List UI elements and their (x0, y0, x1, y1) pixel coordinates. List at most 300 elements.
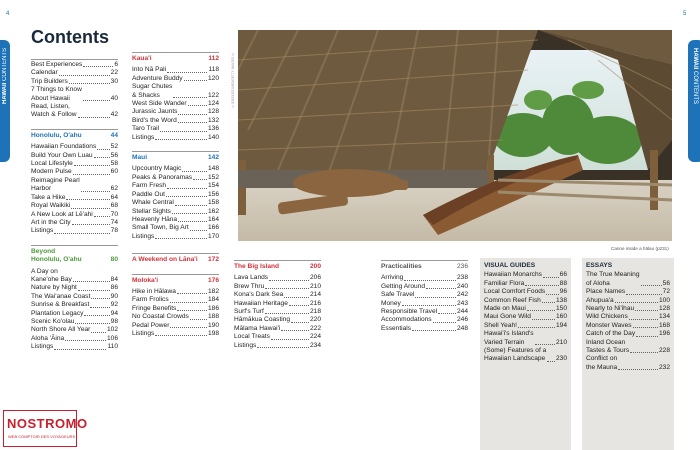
section-title: Honolulu, O'ahu (31, 131, 82, 139)
toc-entry[interactable] (484, 288, 567, 296)
toc-entry[interactable] (132, 313, 219, 321)
dot-leader (291, 322, 309, 323)
toc-entry[interactable] (586, 355, 670, 372)
entry-title: Hike in Hālawa (132, 287, 176, 295)
section-page: 142 (207, 154, 219, 162)
entry-page: 198 (207, 329, 219, 337)
toc-entry[interactable] (484, 347, 567, 364)
entry-title: Essentials (381, 324, 412, 332)
entry-page: 243 (456, 299, 468, 307)
entry-page: 62 (110, 185, 118, 193)
toc-oahu-list (31, 143, 118, 235)
dot-leader (284, 297, 309, 298)
entry-page: 140 (207, 133, 219, 141)
toc-entry[interactable] (381, 300, 468, 308)
toc-entry[interactable] (132, 117, 219, 125)
entry-title: Getting Around (381, 282, 425, 290)
toc-entry[interactable] (31, 202, 118, 210)
toc-entry[interactable] (586, 271, 670, 288)
entry-title: Build Your Own Luau (31, 151, 93, 159)
entry-page: 64 (110, 193, 118, 201)
section-page: 200 (309, 263, 321, 270)
entry-page: 58 (110, 160, 118, 168)
entry-title: A New Look at Lē'ahi (31, 210, 93, 218)
entry-page: 56 (110, 151, 118, 159)
side-tab-right[interactable] (688, 40, 700, 162)
toc-entry[interactable] (234, 316, 321, 324)
entry-title: Surf's Turf (234, 308, 264, 316)
entry-title: No Coastal Crowds (132, 313, 189, 321)
entry-title: Conflict on the Mauna (586, 355, 618, 371)
toc-entry[interactable] (31, 284, 118, 292)
section-title: Kaua'i (132, 55, 152, 62)
toc-entry[interactable] (234, 291, 321, 299)
toc-entry[interactable] (31, 194, 118, 202)
toc-entry[interactable] (132, 199, 219, 207)
dot-leader (167, 72, 207, 73)
toc-column-4 (381, 260, 468, 333)
toc-entry[interactable] (31, 103, 118, 120)
entry-page: 170 (207, 232, 219, 240)
entry-title: Nearly to Ni'ihau (586, 305, 635, 313)
logo-name: NOSTROMO (7, 416, 88, 431)
entry-title: Plantation Legacy (31, 309, 84, 317)
toc-entry[interactable] (234, 283, 321, 291)
entry-title: Hawaiian Foundations (31, 143, 97, 151)
panel-title: VISUAL GUIDES (484, 262, 536, 269)
entry-page: 228 (658, 347, 670, 355)
entry-page: 248 (456, 324, 468, 332)
dot-leader (547, 361, 555, 362)
entry-title: Responsible Travel (381, 308, 438, 316)
entry-page: 166 (207, 224, 219, 232)
dot-leader (190, 319, 207, 320)
toc-entry[interactable] (234, 333, 321, 341)
toc-entry[interactable] (31, 86, 118, 103)
toc-entry[interactable] (132, 100, 219, 108)
essays-panel (582, 258, 674, 450)
visual-guides-panel (480, 258, 571, 450)
entry-title: A Day on Kane'ohe Bay (31, 267, 72, 283)
entry-page: 218 (309, 308, 321, 316)
dot-leader (626, 294, 661, 295)
dot-leader (71, 208, 109, 209)
entry-title: Reimagine Pearl Harbor (31, 176, 80, 193)
entry-page: 232 (658, 363, 670, 371)
entry-title: Farm Fresh (132, 182, 167, 190)
toc-entry[interactable] (132, 75, 219, 83)
entry-title: Listings (132, 133, 155, 141)
entry-page: 190 (207, 321, 219, 329)
dot-leader (65, 340, 106, 341)
entry-title: Common Reef Fish (484, 296, 541, 304)
toc-entry[interactable] (234, 300, 321, 308)
toc-maui-list (132, 165, 219, 241)
dot-leader (59, 75, 110, 76)
entry-page: 148 (207, 165, 219, 173)
toc-entry[interactable] (234, 325, 321, 333)
entry-title: Peaks & Panoramas (132, 173, 193, 181)
entry-page: 56 (662, 279, 670, 287)
toc-entry[interactable] (586, 313, 670, 321)
entry-page: 120 (207, 74, 219, 82)
section-header-lanai[interactable] (132, 253, 219, 267)
entry-title: Local Comfort Foods (484, 288, 546, 296)
toc-entry[interactable] (484, 305, 567, 313)
entry-title: Best Experiences (31, 61, 83, 68)
entry-page: 196 (658, 330, 670, 338)
entry-page: 66 (559, 271, 567, 279)
dot-leader (518, 327, 555, 328)
toc-entry[interactable] (31, 301, 118, 309)
dot-leader (543, 277, 559, 278)
dot-leader (73, 174, 110, 175)
section-header-practicalities[interactable] (381, 260, 468, 274)
section-page: 112 (208, 55, 219, 62)
entry-page: 128 (658, 305, 670, 313)
dot-leader (78, 290, 110, 291)
toc-entry[interactable] (132, 216, 219, 224)
dot-leader (69, 83, 110, 84)
section-title: Maui (132, 154, 148, 162)
dot-leader (257, 347, 309, 348)
entry-title: (Some) Features of a Hawaiian Landscape (484, 347, 547, 363)
toc-entry[interactable] (31, 293, 118, 301)
entry-title: Arriving (381, 274, 404, 282)
toc-molokai-list (132, 288, 219, 338)
toc-entry[interactable] (484, 313, 567, 321)
dot-leader (75, 323, 109, 324)
entry-title: Kona's Dark Sea (234, 291, 284, 299)
toc-entry[interactable] (132, 134, 219, 142)
section-header-maui[interactable] (132, 151, 219, 165)
toc-entry[interactable] (31, 152, 118, 160)
toc-entry[interactable] (132, 233, 219, 241)
toc-column-3 (234, 260, 321, 350)
toc-entry[interactable] (381, 316, 468, 324)
entry-title: Sunrise & Breakfast (31, 301, 90, 309)
toc-entry[interactable] (234, 342, 321, 350)
dot-leader (433, 322, 456, 323)
entry-title: Taro Trail (132, 125, 160, 133)
side-tab-left[interactable] (0, 40, 10, 162)
entry-title: Modern Pulse (31, 168, 72, 176)
dot-leader (94, 157, 110, 158)
dot-leader (90, 307, 109, 308)
entry-title: Aloha 'Āina (31, 334, 65, 342)
toc-entry[interactable] (31, 310, 118, 318)
toc-entry[interactable] (484, 330, 567, 347)
entry-title: Trip Builders (31, 77, 68, 85)
dot-leader (78, 117, 110, 118)
toc-entry[interactable] (381, 308, 468, 316)
dot-leader (177, 310, 207, 311)
entry-title: Place Names (586, 288, 626, 296)
dot-leader (81, 191, 110, 192)
entry-title: Small Town, Big Art (132, 224, 189, 232)
entry-page: 102 (106, 326, 118, 334)
toc-entry[interactable] (132, 66, 219, 74)
dot-leader (155, 139, 207, 140)
section-title: The Big Island (234, 263, 280, 270)
dot-leader (72, 224, 110, 225)
tab-label-bold: HAWAII (692, 48, 698, 70)
toc-entry[interactable] (132, 83, 219, 100)
toc-entry[interactable] (586, 330, 670, 338)
dot-leader (271, 339, 309, 340)
toc-entry[interactable] (381, 283, 468, 291)
entry-title: 7 Things to Know About Hawaii (31, 86, 82, 102)
toc-entry[interactable] (586, 322, 670, 330)
dot-leader (184, 80, 207, 81)
entry-page: 216 (309, 299, 321, 307)
dot-leader (190, 230, 207, 231)
entry-page: 122 (207, 91, 219, 99)
entry-page: 210 (309, 282, 321, 290)
entry-title: Accommodations (381, 316, 432, 324)
dot-leader (415, 297, 456, 298)
entry-title: Paddle Out (132, 190, 165, 198)
entry-page: 72 (662, 288, 670, 296)
dot-leader (74, 165, 110, 166)
dot-leader (630, 352, 658, 353)
entry-page: 230 (555, 355, 567, 363)
dot-leader (178, 122, 207, 123)
dot-leader (289, 305, 309, 306)
dot-leader (618, 369, 658, 370)
toc-entry[interactable] (132, 191, 219, 199)
toc-entry[interactable] (586, 339, 670, 356)
dot-leader (635, 310, 658, 311)
section-title: Moloka'i (132, 276, 159, 284)
entry-page: 150 (555, 305, 567, 313)
toc-entry[interactable] (132, 108, 219, 116)
section-header-molokai[interactable] (132, 274, 219, 288)
dot-leader (166, 196, 207, 197)
toc-entry[interactable] (381, 274, 468, 282)
entry-title: Listings (31, 343, 54, 351)
entry-title: Brew Thru (234, 282, 265, 290)
section-header-beyond-honolulu[interactable] (31, 245, 118, 268)
dot-leader (66, 199, 109, 200)
visual-guides-list (484, 271, 567, 363)
entry-title: Inland Ocean Tastes & Tours (586, 338, 630, 355)
toc-entry[interactable] (31, 335, 118, 343)
toc-entry[interactable] (132, 224, 219, 232)
entry-page: 40 (110, 94, 118, 102)
section-page: 172 (207, 256, 219, 264)
toc-entry[interactable] (132, 288, 219, 296)
entry-title: Wild Chickens (586, 313, 628, 321)
toc-entry[interactable] (31, 143, 118, 151)
entry-page: 210 (555, 338, 567, 346)
photo-caption: Canoe inside a hālau (p231) (611, 246, 669, 251)
entry-title: Fringe Benefits (132, 304, 177, 312)
entry-page: 246 (456, 316, 468, 324)
entry-page: 244 (456, 308, 468, 316)
entry-title: Whale Central (132, 199, 174, 207)
toc-column-2 (132, 52, 219, 338)
toc-column-1 (31, 59, 118, 352)
dot-leader (629, 319, 658, 320)
entry-page: 74 (110, 218, 118, 226)
section-page: 236 (456, 263, 468, 270)
entry-page: 194 (555, 321, 567, 329)
entry-title: Ahupua'a (586, 296, 614, 304)
dot-leader (83, 100, 110, 101)
entry-title: Monster Waves (586, 321, 632, 329)
dot-leader (178, 114, 207, 115)
tab-label-bold: HAWAII (2, 82, 8, 105)
entry-page: 220 (309, 316, 321, 324)
nostromo-logo (3, 410, 88, 447)
toc-entry[interactable] (31, 268, 118, 285)
dot-leader (535, 344, 555, 345)
section-header-kauai[interactable] (132, 52, 219, 66)
entry-page: 206 (309, 274, 321, 282)
entry-page: 106 (106, 334, 118, 342)
toc-entry[interactable] (381, 325, 468, 333)
entry-title: Local Treats (234, 333, 270, 341)
section-page: 80 (110, 256, 118, 264)
toc-entry[interactable] (31, 78, 118, 86)
toc-entry[interactable] (484, 280, 567, 288)
dot-leader (636, 336, 658, 337)
toc-entry[interactable] (132, 174, 219, 182)
tab-label: CONTENTS (692, 71, 698, 105)
dot-leader (173, 97, 207, 98)
entry-title: Scenic Ko'olau (31, 317, 75, 325)
toc-entry[interactable] (31, 211, 118, 219)
section-header-oahu[interactable] (31, 129, 118, 143)
dot-leader (182, 171, 207, 172)
entry-title: Hawaiian Heritage (234, 299, 288, 307)
dot-leader (188, 105, 207, 106)
entry-page: 134 (658, 313, 670, 321)
toc-entry[interactable] (31, 177, 118, 194)
toc-entry[interactable] (484, 297, 567, 305)
entry-page: 94 (110, 309, 118, 317)
toc-entry[interactable] (234, 308, 321, 316)
section-page: 176 (207, 276, 219, 284)
entry-page: 96 (559, 288, 567, 296)
toc-entry[interactable] (31, 343, 118, 351)
toc-entry[interactable] (132, 125, 219, 133)
toc-entry[interactable] (31, 160, 118, 168)
toc-entry[interactable] (132, 182, 219, 190)
toc-beyond-list (31, 268, 118, 352)
toc-entry[interactable] (31, 61, 118, 69)
toc-entry[interactable] (484, 322, 567, 330)
entry-title: Jurassic Jaunts (132, 108, 178, 116)
entry-page: 182 (207, 287, 219, 295)
toc-entry[interactable] (132, 322, 219, 330)
entry-title: West Side Wander (132, 100, 187, 108)
entry-page: 78 (110, 227, 118, 235)
entry-title: Made on Maui (484, 305, 526, 313)
toc-entry[interactable] (132, 330, 219, 338)
dot-leader (269, 280, 309, 281)
dot-leader (73, 281, 110, 282)
entry-page: 60 (110, 168, 118, 176)
entry-title: Adventure Buddy (132, 74, 183, 82)
dot-leader (615, 302, 658, 303)
entry-page: 84 (110, 275, 118, 283)
dot-leader (532, 319, 555, 320)
entry-title: Stellar Sights (132, 207, 171, 215)
dot-leader (94, 216, 110, 217)
section-title-line2: Honolulu, O'ahu (31, 256, 82, 264)
toc-entry[interactable] (381, 291, 468, 299)
essays-list (586, 271, 670, 372)
toc-entry[interactable] (31, 69, 118, 77)
entry-page: 158 (207, 199, 219, 207)
dot-leader (167, 188, 207, 189)
toc-entry[interactable] (31, 227, 118, 235)
dot-leader (91, 298, 109, 299)
toc-entry[interactable] (132, 305, 219, 313)
toc-entry[interactable] (132, 165, 219, 173)
dot-leader (402, 305, 456, 306)
toc-entry[interactable] (586, 297, 670, 305)
toc-entry[interactable] (31, 219, 118, 227)
entry-title: Upcountry Magic (132, 165, 182, 173)
entry-title: Hawai'i's Island's Varied Terrain (484, 330, 534, 346)
entry-title: Lava Lands (234, 274, 269, 282)
toc-entry[interactable] (234, 274, 321, 282)
entry-page: 152 (207, 173, 219, 181)
entry-title: Listings (132, 329, 155, 337)
toc-entry[interactable] (484, 271, 567, 279)
canoe-halau-photo (238, 30, 672, 241)
entry-page: 242 (456, 291, 468, 299)
panel-title: ESSAYS (586, 262, 613, 269)
toc-entry[interactable] (586, 305, 670, 313)
entry-page: 214 (309, 291, 321, 299)
entry-page: 98 (110, 317, 118, 325)
dot-leader (438, 313, 456, 314)
dot-leader (178, 221, 207, 222)
dot-leader (91, 332, 106, 333)
toc-intro-list (31, 61, 118, 120)
dot-leader (404, 280, 456, 281)
toc-entry[interactable] (132, 208, 219, 216)
entry-title: Into Nā Pali (132, 66, 167, 74)
entry-title: Sugar Chutes & Shacks (132, 83, 173, 99)
section-page: 44 (110, 131, 118, 139)
dot-leader (265, 313, 309, 314)
dot-leader (527, 310, 555, 311)
section-header-big-island[interactable] (234, 260, 321, 274)
page-number-right: 5 (683, 11, 687, 17)
dot-leader (172, 213, 207, 214)
entry-title: Royal Waikiki (31, 202, 71, 210)
entry-page: 160 (555, 313, 567, 321)
entry-page: 30 (110, 77, 118, 85)
dot-leader (525, 285, 558, 286)
dot-leader (265, 288, 309, 289)
toc-entry[interactable] (31, 318, 118, 326)
toc-entry[interactable] (31, 326, 118, 334)
toc-practicalities-list (381, 274, 468, 333)
toc-entry[interactable] (132, 296, 219, 304)
entry-page: 86 (110, 284, 118, 292)
entry-title: Safe Travel (381, 291, 415, 299)
toc-entry[interactable] (31, 168, 118, 176)
entry-page: 70 (110, 210, 118, 218)
toc-entry[interactable] (586, 288, 670, 296)
dot-leader (542, 302, 555, 303)
